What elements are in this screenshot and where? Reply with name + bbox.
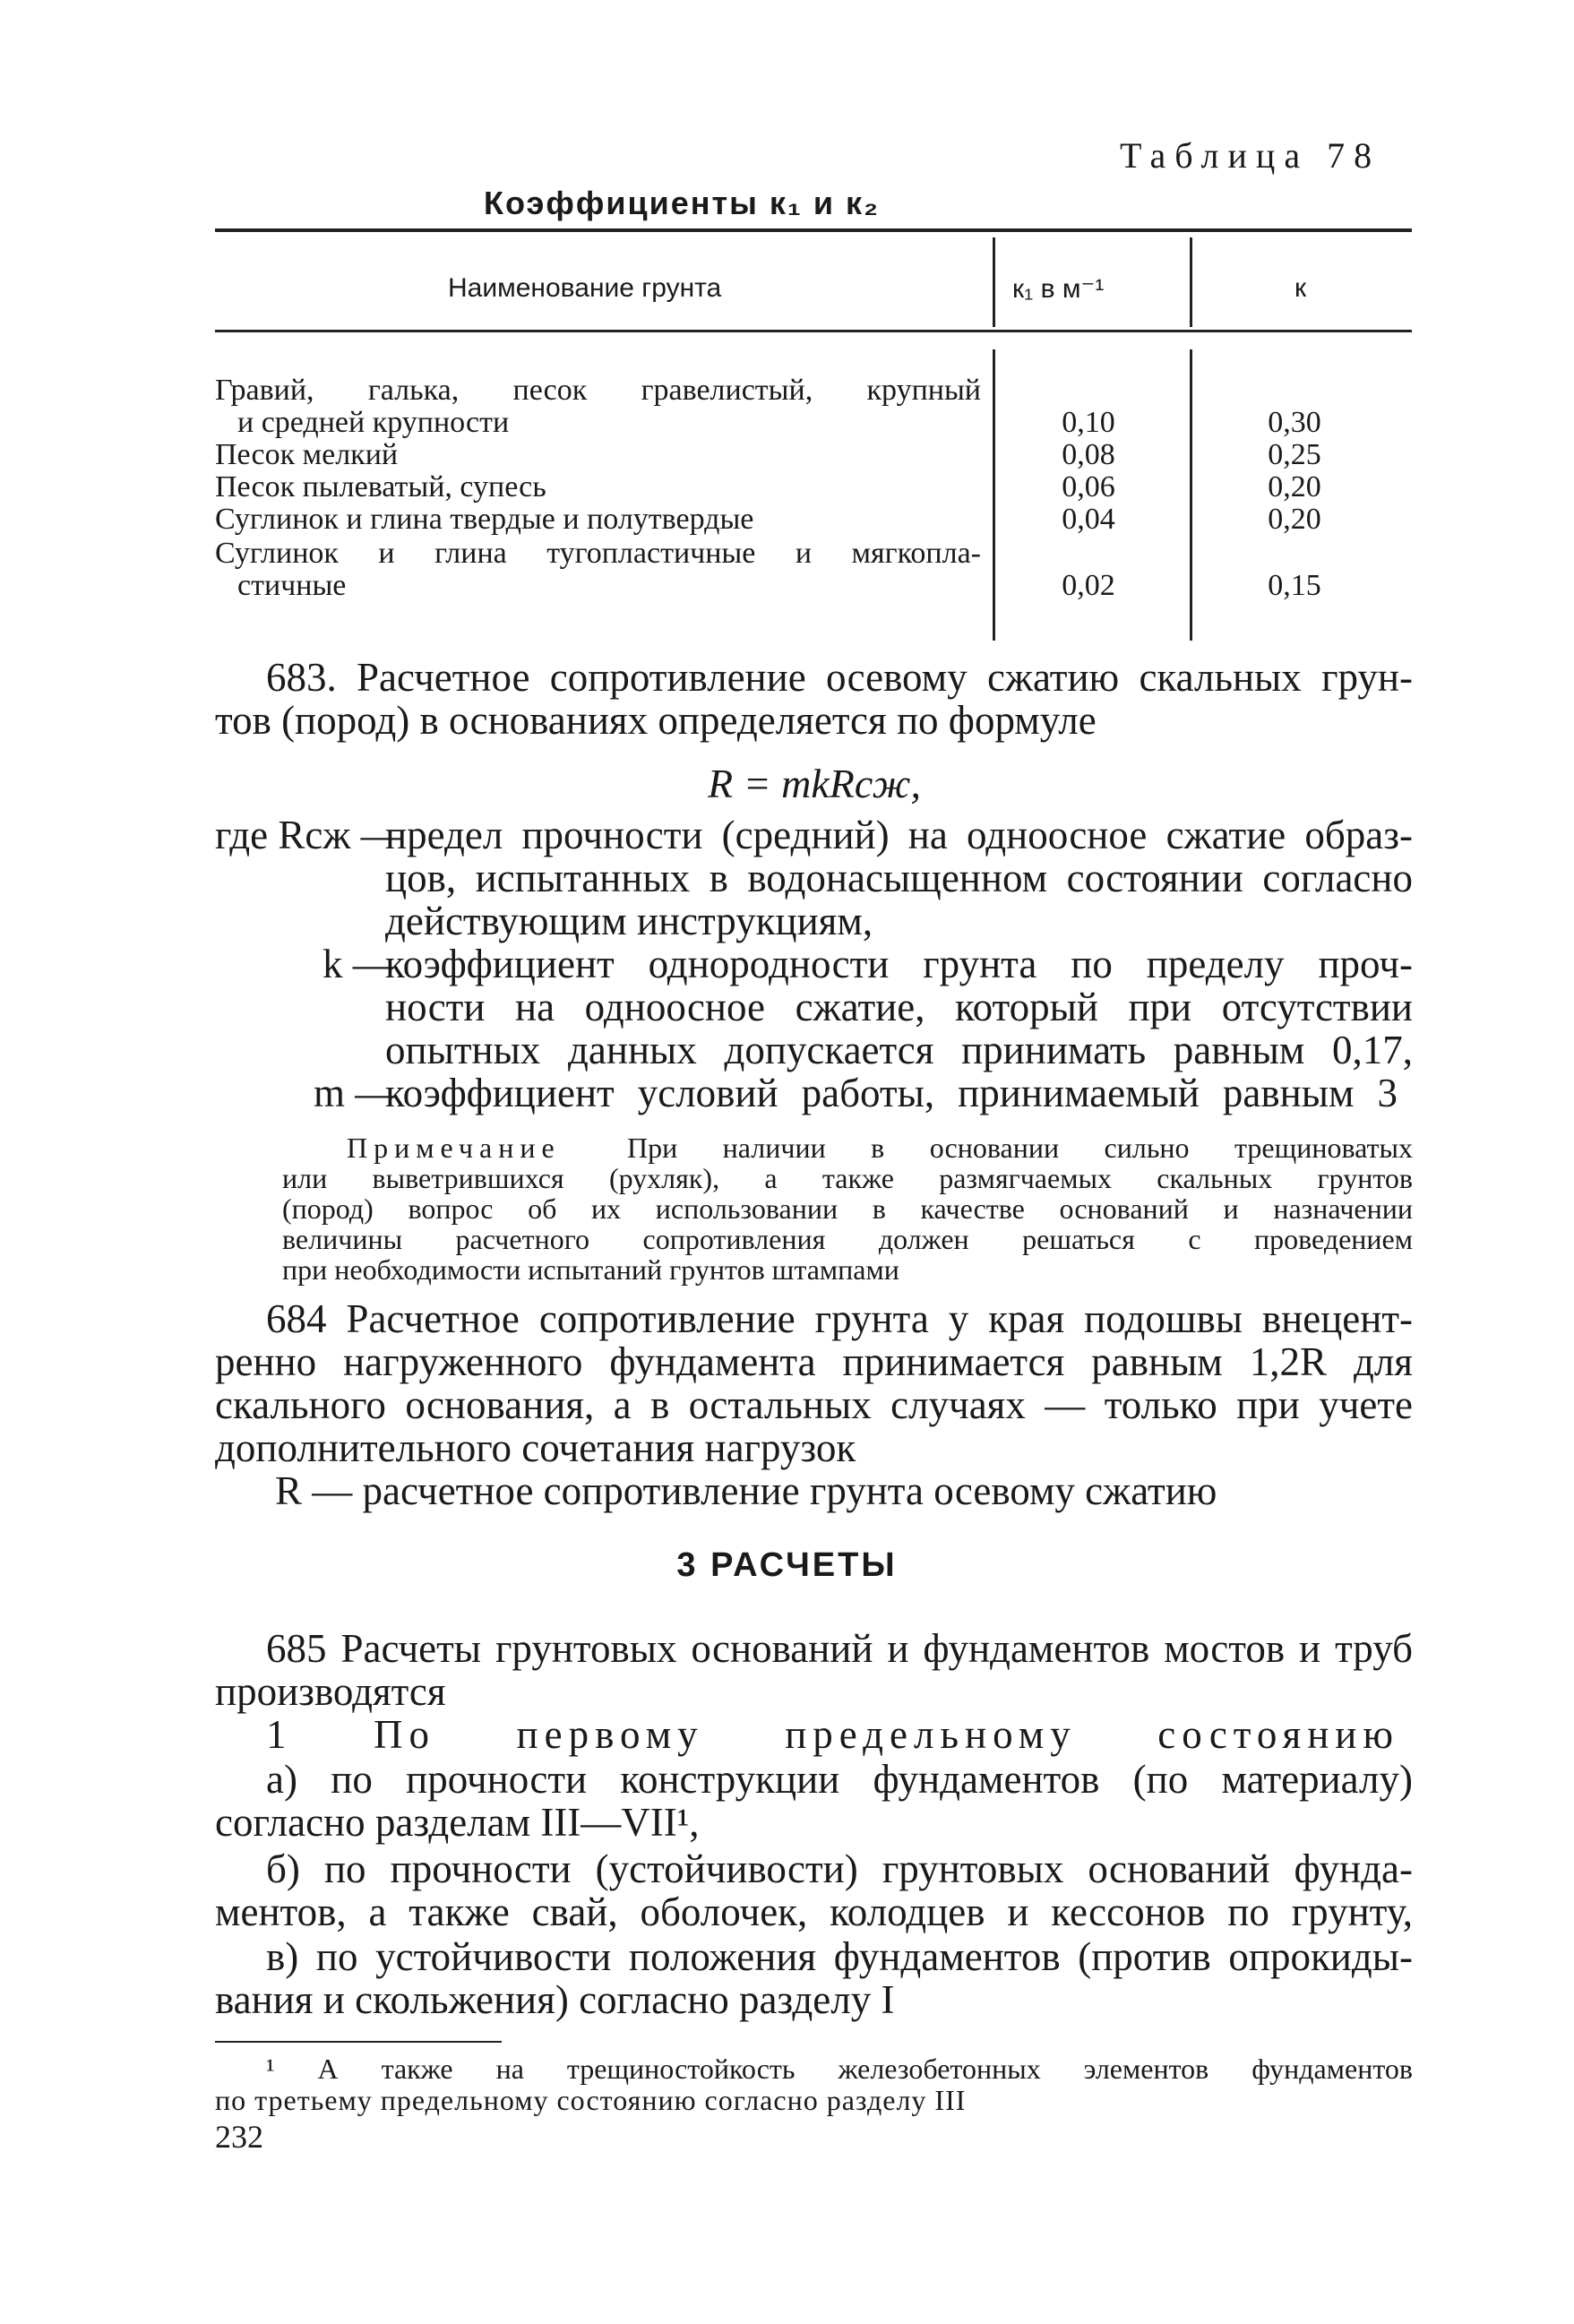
- p684-line-2: ренно нагруженного фундамента принимается равным 1,2R для: [215, 1339, 1413, 1384]
- p684-r-definition: R — расчетное сопротивление грунта осевому сжатию: [275, 1468, 1217, 1513]
- table-header-k2: к: [1294, 273, 1307, 303]
- table-col-divider-1-body: [993, 349, 995, 641]
- table-label: Таблица 78: [1120, 135, 1381, 176]
- formula: R = mkRсж,: [708, 761, 921, 806]
- note-line-5: при необходимости испытаний грунтов штампами: [282, 1253, 899, 1286]
- p684-line-4: дополнительного сочетания нагрузок: [215, 1425, 856, 1470]
- table-row-4-k2: 0,20: [1268, 503, 1321, 536]
- table-header-k1: к₁ в м⁻¹: [1012, 274, 1105, 304]
- table-row-2-name: Песок мелкий: [215, 438, 399, 471]
- p685-item-b-line-2: ментов, а также свай, оболочек, колодцев и кессонов по грунту,: [215, 1889, 1413, 1934]
- table-row-2-k2: 0,25: [1268, 438, 1321, 471]
- def-k-line-2: ности на одноосное сжатие, который при отсутствии: [385, 985, 1413, 1029]
- p685-item-b-line-1: б) по прочности (устойчивости) грунтовых оснований фунда-: [266, 1846, 1413, 1891]
- p685-item-a-line-1: а) по прочности конструкции фундаментов (по материалу): [266, 1757, 1413, 1802]
- footnote-rule: [215, 2041, 502, 2043]
- table-row-1-name-line-2: и средней крупности: [237, 406, 510, 439]
- footnote-line-1: ¹ А также на трещиностойкость железобетонных элементов фундаментов: [266, 2053, 1413, 2085]
- p683-line-1: 683. Расчетное сопротивление осевому сжатию скальных грун-: [266, 655, 1413, 700]
- def-m-symbol: m —: [314, 1071, 396, 1115]
- note-line-4: величины расчетного сопротивления должен решаться с проведением: [282, 1223, 1413, 1255]
- p685-state-heading: 1 По первому предельному состоянию: [266, 1712, 1399, 1757]
- note-label: Примечание: [347, 1132, 561, 1164]
- p684-line-1: 684 Расчетное сопротивление грунта у края подошвы внецент-: [266, 1296, 1413, 1341]
- section-heading: 3 РАСЧЕТЫ: [676, 1546, 898, 1584]
- table-row-3-k1: 0,06: [1062, 470, 1115, 504]
- note-line-3: (пород) вопрос об их использовании в качестве оснований и назначении: [282, 1192, 1413, 1225]
- def-rsz-line-1: предел прочности (средний) на одноосное сжатие образ-: [385, 813, 1413, 857]
- p685-line-2: производятся: [215, 1669, 446, 1714]
- table-row-5-name-line-1: Суглинок и глина тугопластичные и мягкопла-: [215, 537, 981, 570]
- table-caption: Коэффициенты к₁ и к₂: [484, 185, 880, 221]
- table-row-1-k1: 0,10: [1062, 406, 1115, 439]
- table-row-3-k2: 0,20: [1268, 470, 1321, 504]
- table-row-5-name-line-2: стичные: [237, 569, 347, 602]
- table-row-1-name-line-1: Гравий, галька, песок гравелистый, крупный: [215, 374, 981, 407]
- table-header-rule: [215, 330, 1412, 332]
- def-k-line-3: опытных данных допускается принимать равным 0,17,: [385, 1028, 1413, 1072]
- def-rsz-symbol: где Rсж —: [215, 813, 401, 857]
- p685-item-a-line-2: согласно разделам III—VII¹,: [215, 1800, 700, 1845]
- table-col-divider-2: [1190, 237, 1192, 327]
- p683-line-2: тов (пород) в основаниях определяется по формуле: [215, 698, 1097, 743]
- def-m-line-1: коэффициент условий работы, принимаемый равным 3: [385, 1071, 1398, 1115]
- def-k-line-1: коэффициент однородности грунта по пределу проч-: [385, 942, 1413, 986]
- table-row-4-name: Суглинок и глина твердые и полутвердые: [215, 503, 754, 536]
- table-top-rule: [215, 228, 1412, 232]
- table-row-1-k2: 0,30: [1268, 406, 1321, 439]
- table-row-5-k2: 0,15: [1268, 569, 1321, 602]
- table-col-divider-1: [993, 237, 995, 327]
- p685-item-c-line-2: вания и скольжения) согласно разделу I: [215, 1977, 895, 2022]
- note-line-2: или выветрившихся (рухляк), а также размягчаемых скальных грунтов: [282, 1162, 1413, 1194]
- def-rsz-line-3: действующим инструкциям,: [385, 899, 873, 943]
- table-col-divider-2-body: [1190, 349, 1192, 641]
- page-number: 232: [215, 2119, 263, 2155]
- p684-line-3: скального основания, а в остальных случаях — только при учете: [215, 1382, 1413, 1427]
- p685-line-1: 685 Расчеты грунтовых оснований и фундаментов мостов и труб: [266, 1626, 1413, 1671]
- note-line-1: При наличии в основании сильно трещиноватых: [627, 1132, 1413, 1164]
- table-row-4-k1: 0,04: [1062, 503, 1115, 536]
- p685-item-c-line-1: в) по устойчивости положения фундаментов (против опрокиды-: [266, 1934, 1413, 1979]
- table-row-2-k1: 0,08: [1062, 438, 1115, 471]
- table-row-3-name: Песок пылеватый, супесь: [215, 470, 546, 504]
- footnote-line-2: по третьему предельному состоянию согласно разделу III: [215, 2084, 967, 2116]
- table-header-name: Наименование грунта: [448, 273, 722, 303]
- def-k-symbol: k —: [323, 942, 393, 986]
- def-rsz-line-2: цов, испытанных в водонасыщенном состоянии согласно: [385, 856, 1413, 900]
- table-row-5-k1: 0,02: [1062, 569, 1115, 602]
